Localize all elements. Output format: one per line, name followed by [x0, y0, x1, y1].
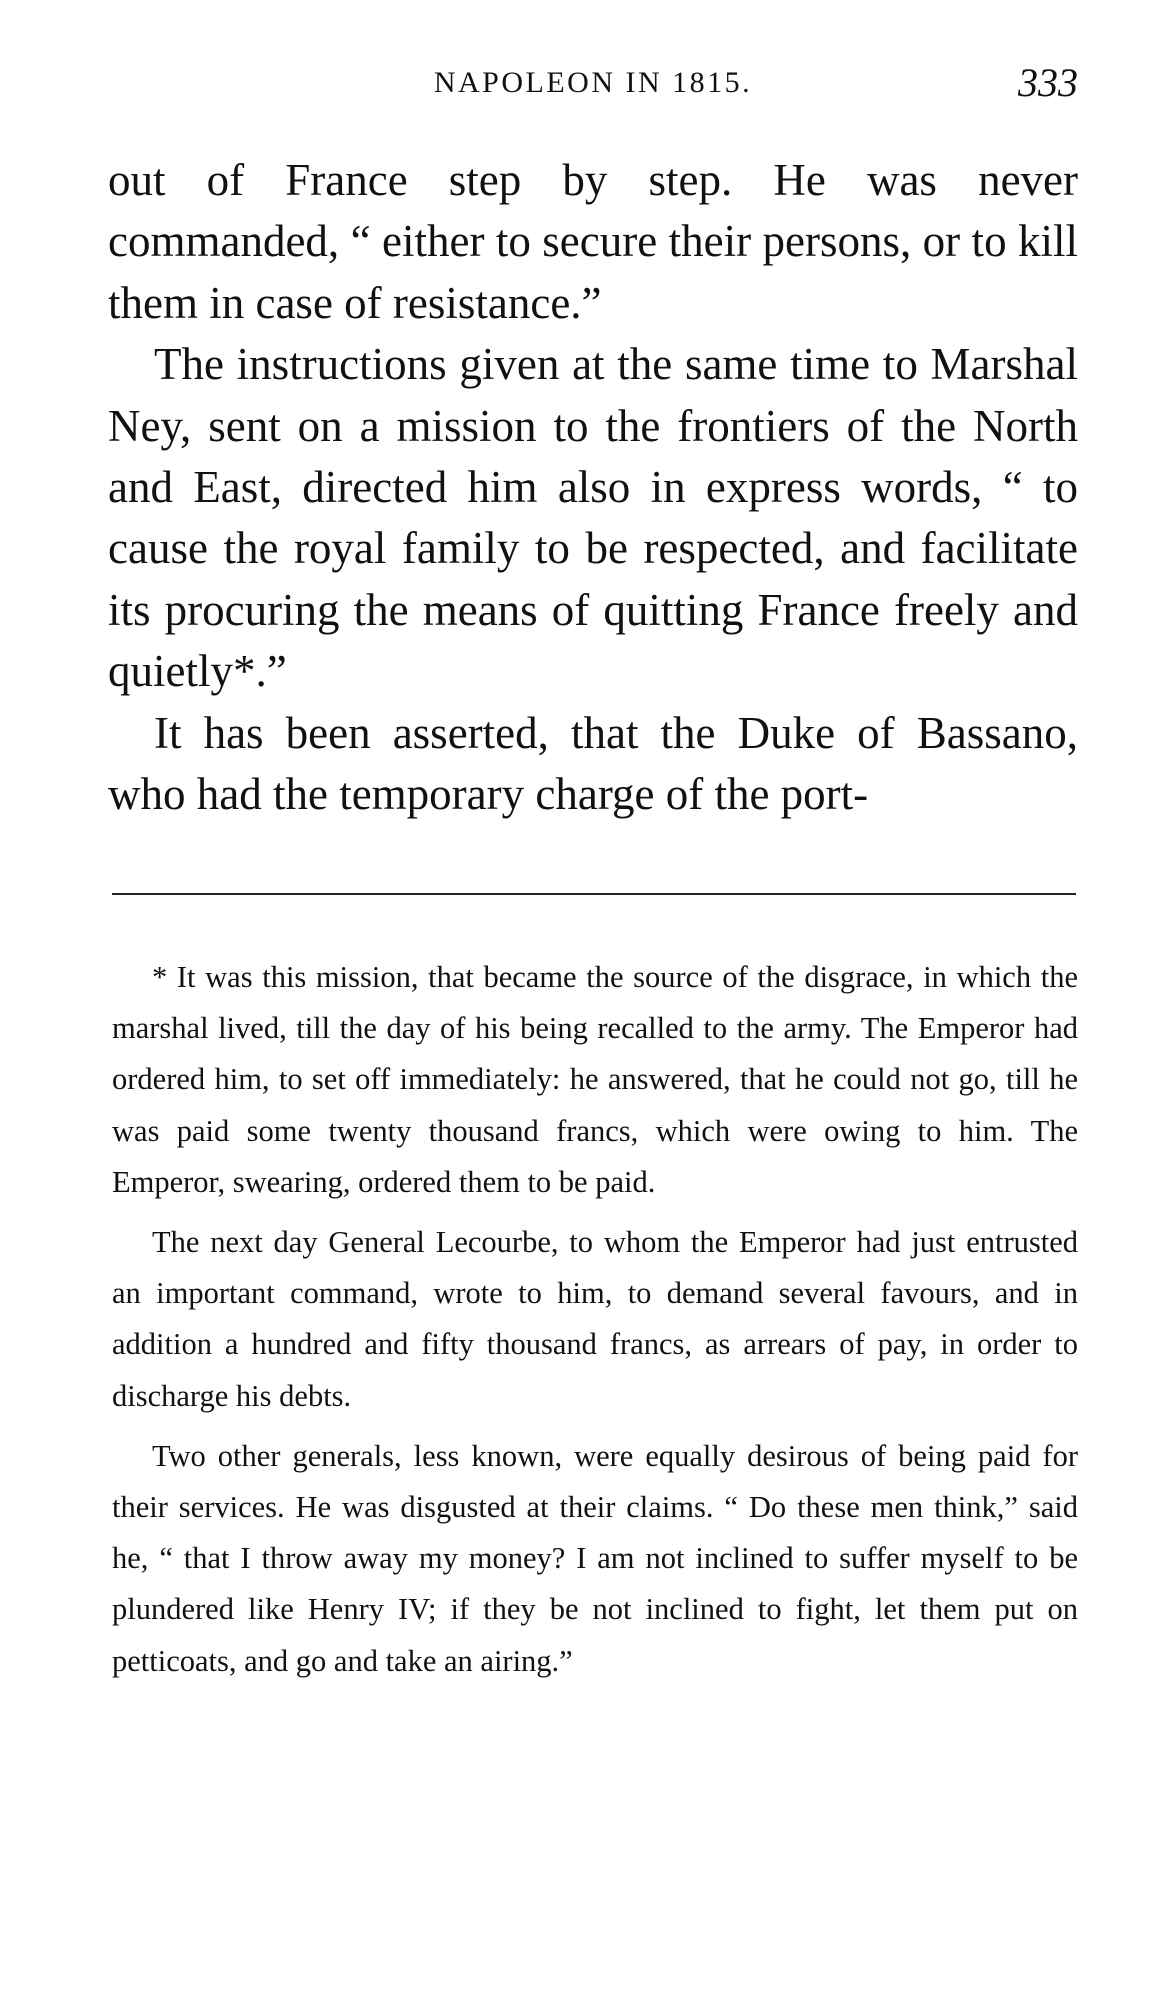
footnote-paragraph: Two other generals, less known, were equally desirous of being paid for their services. He was disgusted at their claims. “ Do these men think,” said he, “ that I throw away my money? I am not inclined to suffer myself to be plundered like Henry IV; if they be not inclined to fight, let them put on petticoats, and go and take an airing.”: [112, 1438, 1078, 1678]
footnote-paragraph: * It was this mission, that became the source of the disgrace, in which the marshal lived, till the day of his being recalled to the army. The Emperor had ordered him, to set off immediately: he answered, that he could not go, till he was paid some twenty thousand francs, which were owing to him. The Emperor, swearing, ordered them to be paid.: [112, 960, 1078, 1199]
footnote-paragraph: The next day General Lecourbe, to whom the Emperor had just entrusted an important command, wrote to him, to demand several favours, and in addition a hundred and fifty thousand francs, as arrears of pay, in order to discharge his debts.: [112, 1225, 1078, 1413]
running-head: [108, 58, 1078, 108]
footnote-divider: [112, 893, 1076, 895]
body-text: [108, 150, 1078, 825]
body-paragraph: It has been asserted, that the Duke of Bassano, who had the temporary charge of the port-: [108, 707, 1078, 820]
running-title: NAPOLEON IN 1815.: [433, 66, 753, 99]
body-paragraph: out of France step by step. He was never commanded, “ either to secure their persons, or to kill them in case of resistance.”: [108, 155, 1078, 328]
page-number: 333: [1018, 60, 1078, 105]
footnotes: [112, 952, 1078, 1687]
body-paragraph: The instructions given at the same time to Marshal Ney, sent on a mission to the frontiers of the North and East, directed him also in express words, “ to cause the royal family to be respected, and facilitate its procuring the means of quitting France freely and quietly*.”: [108, 339, 1078, 697]
